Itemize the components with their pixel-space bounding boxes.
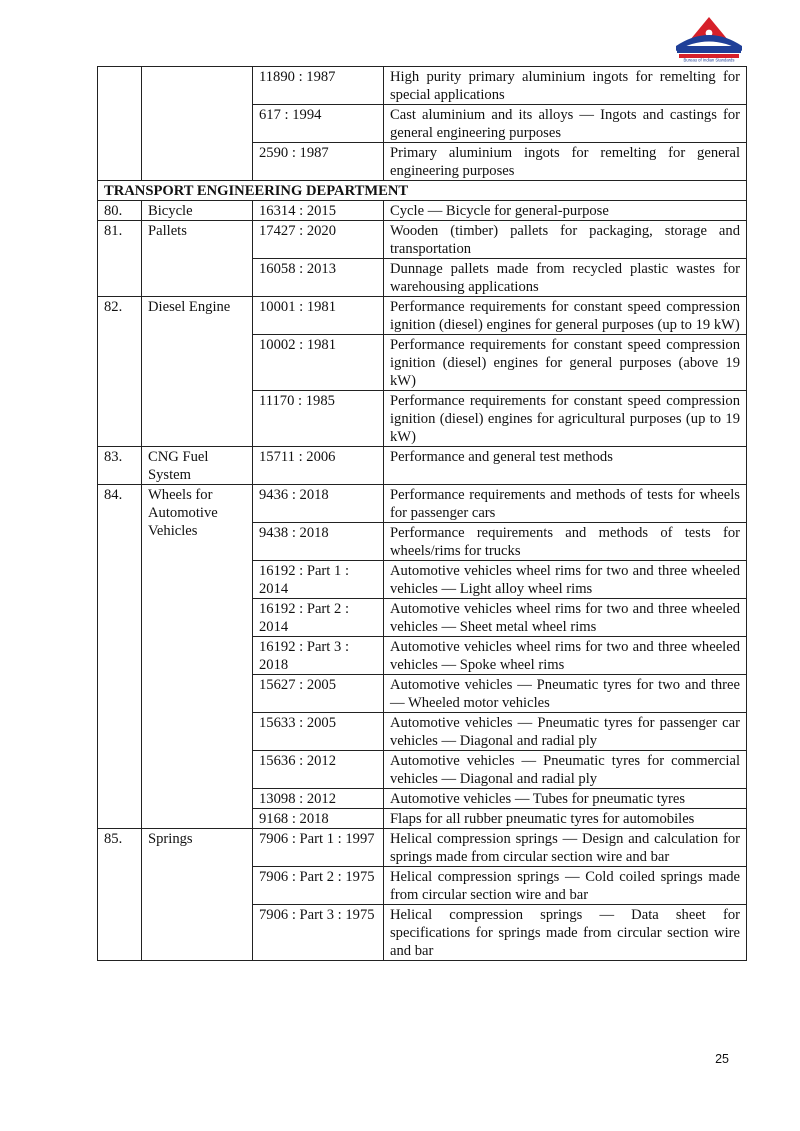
product-name-cell: Pallets (142, 221, 253, 297)
product-name-cell: Diesel Engine (142, 297, 253, 447)
serial-number-cell: 81. (98, 221, 142, 297)
bis-logo (672, 16, 746, 62)
standard-number-cell: 13098 : 2012 (253, 789, 384, 809)
serial-number-cell: 80. (98, 201, 142, 221)
product-name-cell: Bicycle (142, 201, 253, 221)
standard-number-cell: 9438 : 2018 (253, 523, 384, 561)
standard-title-cell: Performance requirements and methods of tests for wheels for passenger cars (384, 485, 747, 523)
standard-number-cell: 16314 : 2015 (253, 201, 384, 221)
standard-number-cell: 10001 : 1981 (253, 297, 384, 335)
table-row (98, 67, 747, 105)
serial-number-cell: 85. (98, 829, 142, 961)
table-row (98, 221, 747, 259)
standard-number-cell: 2590 : 1987 (253, 143, 384, 181)
standard-number-cell: 7906 : Part 3 : 1975 (253, 905, 384, 961)
table-row (98, 201, 747, 221)
product-name-cell: CNG Fuel System (142, 447, 253, 485)
standard-title-cell: Helical compression springs — Cold coiled springs made from circular section wire and bar (384, 867, 747, 905)
standard-number-cell: 617 : 1994 (253, 105, 384, 143)
product-cell (142, 67, 253, 181)
standard-title-cell: Automotive vehicles — Tubes for pneumatic tyres (384, 789, 747, 809)
serial-cell (98, 67, 142, 181)
standard-number-cell: 16192 : Part 2 : 2014 (253, 599, 384, 637)
standard-title-cell: Helical compression springs — Data sheet for specifications for springs made from circular section wire and bar (384, 905, 747, 961)
standard-number-cell: 7906 : Part 1 : 1997 (253, 829, 384, 867)
standard-title-cell: Flaps for all rubber pneumatic tyres for automobiles (384, 809, 747, 829)
standards-table (97, 66, 747, 961)
standard-title-cell: Performance requirements for constant speed compression ignition (diesel) engines for general purposes (above 19 kW) (384, 335, 747, 391)
standard-title-cell: Helical compression springs — Design and calculation for springs made from circular section wire and bar (384, 829, 747, 867)
standard-title-cell: High purity primary aluminium ingots for remelting for special applications (384, 67, 747, 105)
standard-number-cell: 16192 : Part 1 : 2014 (253, 561, 384, 599)
standard-number-cell: 9168 : 2018 (253, 809, 384, 829)
department-heading: TRANSPORT ENGINEERING DEPARTMENT (98, 181, 747, 201)
table-row (98, 297, 747, 335)
department-row (98, 181, 747, 201)
table-row (98, 485, 747, 523)
standard-title-cell: Cycle — Bicycle for general-purpose (384, 201, 747, 221)
standard-title-cell: Performance and general test methods (384, 447, 747, 485)
product-name-cell: Wheels for Automotive Vehicles (142, 485, 253, 829)
standard-number-cell: 16192 : Part 3 : 2018 (253, 637, 384, 675)
serial-number-cell: 83. (98, 447, 142, 485)
standard-number-cell: 10002 : 1981 (253, 335, 384, 391)
standard-title-cell: Dunnage pallets made from recycled plastic wastes for warehousing applications (384, 259, 747, 297)
serial-number-cell: 84. (98, 485, 142, 829)
standard-title-cell: Automotive vehicles wheel rims for two and three wheeled vehicles — Light alloy wheel rims (384, 561, 747, 599)
standard-number-cell: 9436 : 2018 (253, 485, 384, 523)
standard-number-cell: 11890 : 1987 (253, 67, 384, 105)
standard-number-cell: 7906 : Part 2 : 1975 (253, 867, 384, 905)
standard-title-cell: Primary aluminium ingots for remelting for general engineering purposes (384, 143, 747, 181)
standard-number-cell: 17427 : 2020 (253, 221, 384, 259)
standard-title-cell: Performance requirements for constant speed compression ignition (diesel) engines for agricultural purposes (up to 19 kW) (384, 391, 747, 447)
table-row (98, 447, 747, 485)
standard-number-cell: 15633 : 2005 (253, 713, 384, 751)
standard-number-cell: 15627 : 2005 (253, 675, 384, 713)
table-row (98, 829, 747, 867)
standard-title-cell: Automotive vehicles wheel rims for two and three wheeled vehicles — Spoke wheel rims (384, 637, 747, 675)
standard-title-cell: Automotive vehicles — Pneumatic tyres for commercial vehicles — Diagonal and radial ply (384, 751, 747, 789)
standard-number-cell: 11170 : 1985 (253, 391, 384, 447)
standard-number-cell: 16058 : 2013 (253, 259, 384, 297)
serial-number-cell: 82. (98, 297, 142, 447)
product-name-cell: Springs (142, 829, 253, 961)
standard-number-cell: 15636 : 2012 (253, 751, 384, 789)
logo-blue-band (677, 46, 741, 53)
standard-title-cell: Automotive vehicles — Pneumatic tyres for two and three — Wheeled motor vehicles (384, 675, 747, 713)
standard-title-cell: Cast aluminium and its alloys — Ingots and castings for general engineering purposes (384, 105, 747, 143)
standard-title-cell: Wooden (timber) pallets for packaging, storage and transportation (384, 221, 747, 259)
standard-title-cell: Automotive vehicles wheel rims for two and three wheeled vehicles — Sheet metal wheel rims (384, 599, 747, 637)
standards-table-body (98, 67, 747, 961)
standard-number-cell: 15711 : 2006 (253, 447, 384, 485)
standard-title-cell: Automotive vehicles — Pneumatic tyres for passenger car vehicles — Diagonal and radial ply (384, 713, 747, 751)
standard-title-cell: Performance requirements and methods of tests for wheels/rims for trucks (384, 523, 747, 561)
standard-title-cell: Performance requirements for constant speed compression ignition (diesel) engines for general purposes (up to 19 kW) (384, 297, 747, 335)
page-number: 25 (715, 1052, 729, 1066)
logo-caption: Bureau of Indian Standards (683, 57, 735, 62)
